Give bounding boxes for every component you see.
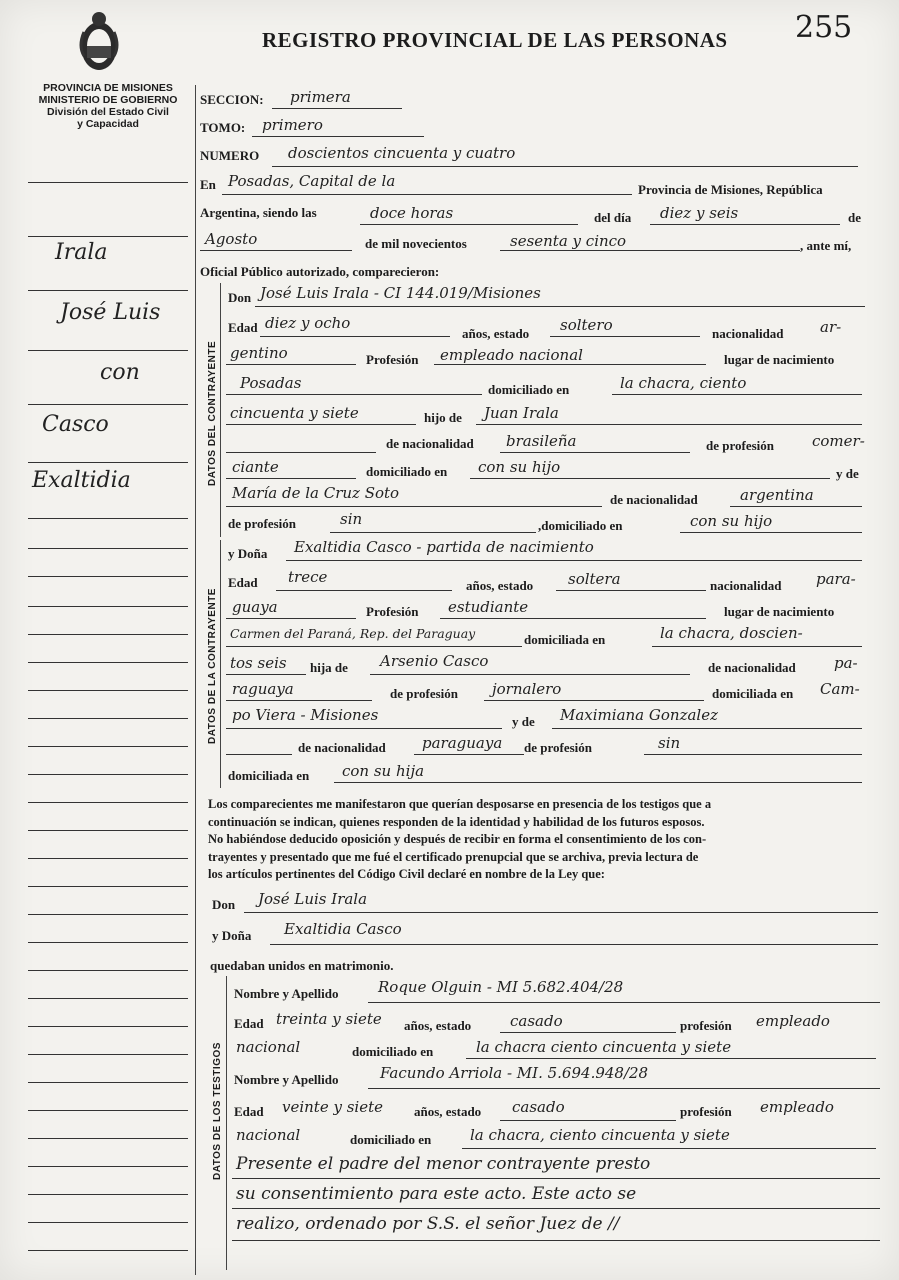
c-madre-nac-value: argentina: [740, 486, 814, 504]
f-domiciliada-en: domiciliada en: [524, 632, 606, 647]
issuer-division: División del Estado Civil: [47, 106, 169, 118]
c-domiciliado-en: domiciliado en: [488, 382, 570, 397]
t1-edad-label: Edad: [234, 1016, 264, 1031]
mes-value: Agosto: [205, 230, 258, 248]
c-lugar-value: Posadas: [240, 374, 302, 392]
tomo-label: TOMO:: [200, 120, 246, 135]
c-padre-dom-value: con su hijo: [478, 458, 561, 476]
t2-edad-label: Edad: [234, 1104, 264, 1119]
c-edad-value: diez y ocho: [265, 314, 351, 332]
c-domicilio-value: la chacra, ciento: [620, 374, 747, 392]
f-padre-prof-label: de profesión: [390, 686, 459, 701]
f-nacionalidad-value: para-: [816, 570, 856, 588]
en-value: Posadas, Capital de la: [228, 172, 396, 190]
contrayente-box-rule: [220, 283, 221, 537]
c-profesion-value: empleado nacional: [440, 346, 583, 364]
f-nacionalidad-cont: guaya: [232, 598, 278, 616]
c-nacionalidad-label: nacionalidad: [712, 326, 784, 341]
t1-domicilio-value: la chacra ciento cincuenta y siete: [476, 1038, 732, 1056]
t1-nombre-value: Roque Olguin - MI 5.682.404/28: [378, 978, 624, 996]
f-edad-value: trece: [288, 568, 328, 586]
c-edad-label: Edad: [228, 320, 258, 335]
c-padre-value: Juan Irala: [484, 404, 559, 422]
t1-edad-value: treinta y siete: [276, 1010, 382, 1028]
f-nacionalidad-label: nacionalidad: [710, 578, 782, 593]
don-label: Don: [228, 290, 252, 305]
t1-profesion-cont: nacional: [236, 1038, 301, 1056]
testigos-side-label: DATOS DE LOS TESTIGOS: [212, 1042, 223, 1180]
anio-label: de mil novecientos: [365, 236, 467, 251]
f-anios-estado: años, estado: [466, 578, 534, 593]
t2-nombre-label: Nombre y Apellido: [234, 1072, 339, 1087]
f-profesion-value: estudiante: [448, 598, 529, 616]
c-padre-prof-cont: ciante: [232, 458, 279, 476]
contrayenta-box-rule: [220, 540, 221, 788]
f-hija-de: hija de: [310, 660, 348, 675]
f-madre-dom-label: domiciliada en: [228, 768, 310, 783]
f-madre-value: Maximiana Gonzalez: [560, 706, 718, 724]
c-padre-dom-label: domiciliado en: [366, 464, 448, 479]
testigos-box-rule: [226, 976, 227, 1270]
margin-name-surname: Irala: [55, 240, 108, 265]
argentina-text: Argentina, siendo las: [200, 205, 317, 220]
c-padre-nac-value: brasileña: [506, 432, 577, 450]
c-padre-prof-value: comer-: [812, 432, 865, 450]
decl-dona-label: y Doña: [212, 928, 252, 943]
t1-profesion-label: profesión: [680, 1018, 732, 1033]
t1-anios-estado: años, estado: [404, 1018, 472, 1033]
dia-label: del día: [594, 210, 632, 225]
issuer-block: [28, 82, 188, 130]
f-profesion-label: Profesión: [366, 604, 419, 619]
decl-dona-value: Exaltidia Casco: [284, 920, 402, 938]
margin-rule: [195, 85, 196, 1275]
f-padre-prof-value: jornalero: [492, 680, 562, 698]
c-padre-nac-label: de nacionalidad: [386, 436, 474, 451]
f-padre-dom-label: domiciliada en: [712, 686, 794, 701]
c-madre-value: María de la Cruz Soto: [232, 484, 400, 502]
dona-label: y Doña: [228, 546, 268, 561]
f-y-de: y de: [512, 714, 535, 729]
issuer-province: PROVINCIA DE MISIONES: [43, 82, 173, 94]
margin-name-bride-given: Exaltidia: [32, 468, 131, 493]
f-padre-dom-value: Cam-: [820, 680, 860, 698]
c-profesion-label: Profesión: [366, 352, 419, 367]
f-padre-dom-cont: po Viera - Misiones: [232, 706, 379, 724]
declaration-paragraph: [208, 796, 880, 884]
declaration-line-2: continuación se indican, quienes responden de la identidad y habilidad de los futuros esposos.: [208, 814, 705, 829]
issuer-capacity: y Capacidad: [77, 118, 139, 130]
testigos-note-2: su consentimiento para este acto. Este acto se: [236, 1184, 637, 1204]
c-nacionalidad-value: ar-: [820, 318, 842, 336]
contrayente-side-label: DATOS DEL CONTRAYENTE: [207, 340, 218, 486]
declaration-line-4: trayentes y presentado que me fué el certificado prenupcial que se archiva, previa lectura de: [208, 849, 699, 864]
t2-edad-value: veinte y siete: [282, 1098, 384, 1116]
f-padre-value: Arsenio Casco: [380, 652, 489, 670]
c-hijo-de: hijo de: [424, 410, 462, 425]
t2-anios-estado: años, estado: [414, 1104, 482, 1119]
document-title: REGISTRO PROVINCIAL DE LAS PERSONAS: [262, 28, 728, 52]
anio-value: sesenta y cinco: [510, 232, 627, 250]
horas-value: doce horas: [370, 204, 454, 222]
c-madre-prof-value: sin: [340, 510, 363, 528]
t1-domicilio-label: domiciliado en: [352, 1044, 434, 1059]
page-number: 255: [795, 10, 853, 45]
provincia-text: Provincia de Misiones, República: [638, 182, 823, 197]
declaration-line-1: Los comparecientes me manifestaron que querían desposarse en presencia de los testigos que a: [208, 797, 712, 811]
contrayenta-side-label: DATOS DE LA CONTRAYENTE: [207, 588, 218, 744]
f-lugar-value: Carmen del Paraná, Rep. del Paraguay: [230, 626, 476, 641]
f-madre-nac-value: paraguaya: [422, 734, 503, 752]
dia-value: diez y seis: [660, 204, 739, 222]
f-padre-nac-value: pa-: [834, 654, 858, 672]
numero-label: NUMERO: [200, 148, 260, 163]
c-anios-estado: años, estado: [462, 326, 530, 341]
declaration-line-3: No habiéndose deducido oposición y después de recibir en forma el consentimiento de los con-: [208, 832, 707, 846]
tomo-value: primero: [262, 116, 323, 134]
decl-don-value: José Luis Irala: [258, 890, 368, 908]
testigos-note-3: realizo, ordenado por S.S. el señor Juez de //: [236, 1214, 620, 1234]
f-padre-nac-cont: raguaya: [232, 680, 294, 698]
oficial-text: Oficial Público autorizado, comparecieron:: [200, 264, 440, 279]
margin-name-bride-surname: Casco: [42, 412, 109, 437]
t1-nombre-label: Nombre y Apellido: [234, 986, 339, 1001]
t2-domicilio-value: la chacra, ciento cincuenta y siete: [470, 1126, 730, 1144]
seccion-value: primera: [290, 88, 351, 106]
c-madre-dom-label: ,domiciliado en: [538, 518, 623, 533]
decl-don-label: Don: [212, 897, 236, 912]
declaration-line-5: los artículos pertinentes del Código Civil declaré en nombre de la Ley que:: [208, 867, 605, 881]
c-madre-dom-value: con su hijo: [690, 512, 773, 530]
seccion-label: SECCION:: [200, 92, 264, 107]
f-padre-nac-label: de nacionalidad: [708, 660, 796, 675]
c-lugar-label: lugar de nacimiento: [724, 352, 835, 367]
f-domicilio-cont: tos seis: [230, 654, 287, 672]
t2-estado-value: casado: [512, 1098, 565, 1116]
testigos-note-1: Presente el padre del menor contrayente presto: [236, 1154, 651, 1174]
t2-domicilio-label: domiciliado en: [350, 1132, 432, 1147]
f-lugar-label: lugar de nacimiento: [724, 604, 835, 619]
c-estado-value: soltero: [560, 316, 613, 334]
c-madre-nac-label: de nacionalidad: [610, 492, 698, 507]
coat-of-arms-emblem: [76, 6, 122, 76]
f-estado-value: soltera: [568, 570, 621, 588]
f-edad-label: Edad: [228, 575, 258, 590]
c-domicilio-cont: cincuenta y siete: [230, 404, 359, 422]
margin-name-con: con: [100, 360, 140, 385]
margin-name-given: José Luis: [60, 300, 161, 325]
en-label: En: [200, 177, 216, 192]
c-padre-prof-label: de profesión: [706, 438, 775, 453]
ante-text: , ante mí,: [800, 238, 852, 253]
t1-profesion-value: empleado: [756, 1012, 830, 1030]
numero-value: doscientos cincuenta y cuatro: [288, 144, 516, 162]
t1-estado-value: casado: [510, 1012, 563, 1030]
t2-profesion-value: empleado: [760, 1098, 834, 1116]
f-domicilio-value: la chacra, doscien-: [660, 624, 803, 642]
c-y-de: y de: [836, 466, 859, 481]
f-madre-dom-value: con su hija: [342, 762, 425, 780]
c-madre-prof-label: de profesión: [228, 516, 297, 531]
c-nacionalidad-cont: gentino: [230, 344, 288, 362]
issuer-ministry: MINISTERIO DE GOBIERNO: [38, 94, 178, 106]
t2-profesion-cont: nacional: [236, 1126, 301, 1144]
f-madre-nac-label: de nacionalidad: [298, 740, 386, 755]
don-value: José Luis Irala - CI 144.019/Misiones: [260, 284, 541, 302]
dona-value: Exaltidia Casco - partida de nacimiento: [294, 538, 594, 556]
f-madre-prof-value: sin: [658, 734, 681, 752]
t2-nombre-value: Facundo Arriola - MI. 5.694.948/28: [380, 1064, 649, 1082]
t2-profesion-label: profesión: [680, 1104, 732, 1119]
de-label: de: [848, 210, 861, 225]
quedaban-text: quedaban unidos en matrimonio.: [210, 958, 394, 973]
f-madre-prof-label: de profesión: [524, 740, 593, 755]
